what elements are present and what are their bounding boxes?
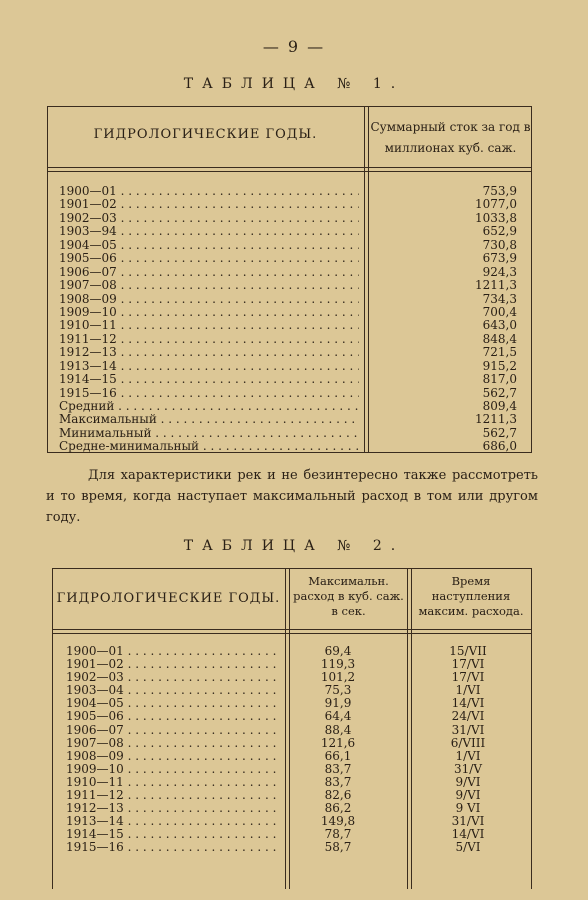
row-value: 1033,8 bbox=[475, 210, 517, 225]
table2 bbox=[52, 568, 532, 889]
row-label: 1911—12 . . . bbox=[66, 789, 280, 802]
row-value: 562,7 bbox=[482, 425, 517, 440]
row-max-discharge: 121,6 bbox=[320, 735, 356, 750]
row-max-time: 31/VI bbox=[451, 722, 485, 737]
table-row bbox=[66, 763, 532, 776]
row-value: 753,9 bbox=[482, 184, 517, 198]
table-row bbox=[66, 724, 532, 737]
table-row bbox=[59, 373, 529, 386]
table-row bbox=[59, 306, 529, 319]
row-max-time: 24/VI bbox=[451, 709, 485, 724]
row-max-discharge: 75,3 bbox=[324, 683, 352, 698]
row-label: 1907—08 . . . bbox=[59, 279, 359, 292]
row-max-time: 31/VI bbox=[451, 814, 485, 829]
table-row bbox=[59, 225, 529, 238]
row-value: 1211,3 bbox=[475, 278, 517, 293]
table-row bbox=[59, 252, 529, 265]
row-label: 1913—14 . . . bbox=[59, 360, 359, 373]
row-label: 1900—01 . . . bbox=[66, 645, 280, 658]
table2-body bbox=[66, 645, 532, 855]
row-label: 1904—05 . . . bbox=[66, 697, 280, 710]
row-label: 1915—16 . . . bbox=[59, 387, 359, 400]
row-max-time: 15/VII bbox=[449, 644, 487, 658]
row-value: 700,4 bbox=[482, 304, 517, 319]
row-label: 1909—10 . . . bbox=[59, 306, 359, 319]
row-label: 1912—13 . . . bbox=[59, 346, 359, 359]
row-max-time: 9/VI bbox=[455, 774, 481, 789]
table1-title: ТАБЛИЦА № 1. bbox=[183, 76, 405, 92]
row-value: 673,9 bbox=[482, 251, 517, 266]
row-value: 817,0 bbox=[482, 372, 517, 387]
table-row bbox=[59, 212, 529, 225]
row-label: 1903—94 . . . bbox=[59, 225, 359, 238]
table1-body bbox=[59, 185, 529, 454]
row-label: Максимальный . . . bbox=[59, 413, 359, 426]
row-label: 1911—12 . . . bbox=[59, 333, 359, 346]
row-max-time: 17/VI bbox=[451, 670, 485, 685]
row-value: 848,4 bbox=[482, 331, 517, 346]
row-label: 1914—15 . . . bbox=[59, 373, 359, 386]
table-row bbox=[59, 319, 529, 332]
row-value: 730,8 bbox=[482, 237, 517, 252]
row-max-time: 31/V bbox=[454, 761, 482, 776]
table-row bbox=[66, 750, 532, 763]
table-row bbox=[59, 346, 529, 359]
table-row bbox=[59, 266, 529, 279]
table-row bbox=[59, 333, 529, 346]
table-row bbox=[59, 293, 529, 306]
row-max-time: 9 VI bbox=[455, 801, 481, 816]
row-value: 562,7 bbox=[482, 385, 517, 400]
table-row bbox=[59, 413, 529, 426]
row-label: 1906—07 . . . bbox=[66, 724, 280, 737]
row-value: 924,3 bbox=[482, 264, 517, 279]
row-value: 809,4 bbox=[482, 399, 517, 413]
row-label: 1908—09 . . . bbox=[59, 293, 359, 306]
table1-col1-header: ГИДРОЛОГИЧЕСКИЕ ГОДЫ. bbox=[93, 127, 318, 142]
row-label: 1913—14 . . . bbox=[66, 815, 280, 828]
row-max-time: 5/VI bbox=[455, 840, 481, 855]
row-value: 643,0 bbox=[482, 318, 517, 333]
row-value: 721,5 bbox=[482, 345, 517, 360]
row-label: 1912—13 . . . bbox=[66, 802, 280, 815]
row-label: 1910—11 . . . bbox=[66, 776, 280, 789]
table-row bbox=[59, 400, 529, 413]
row-label: 1906—07 . . . bbox=[59, 266, 359, 279]
row-max-discharge: 78,7 bbox=[324, 827, 352, 842]
row-max-discharge: 82,6 bbox=[324, 788, 352, 803]
table-row bbox=[59, 440, 529, 453]
row-max-discharge: 119,3 bbox=[320, 657, 356, 672]
table1-col2-header: Суммарный сток за год в миллионах куб. саж. bbox=[370, 120, 531, 155]
row-label: 1907—08 . . . bbox=[66, 737, 280, 750]
row-max-discharge: 88,4 bbox=[324, 722, 352, 737]
row-max-discharge: 86,2 bbox=[324, 801, 352, 816]
row-max-time: 14/VI bbox=[451, 696, 485, 711]
table2-col3-header: Время наступления максим. расхода. bbox=[418, 574, 524, 618]
row-label: 1905—06 . . . bbox=[66, 710, 280, 723]
table-row bbox=[59, 360, 529, 373]
row-max-discharge: 83,7 bbox=[324, 774, 352, 789]
row-label: 1900—01 . . . bbox=[59, 185, 359, 198]
table-row bbox=[66, 841, 532, 854]
row-max-discharge: 64,4 bbox=[324, 709, 352, 724]
row-label: 1901—02 . . . bbox=[66, 658, 280, 671]
row-max-time: 1/VI bbox=[455, 748, 481, 763]
table2-col1-header: ГИДРОЛОГИЧЕСКИЕ ГОДЫ. bbox=[56, 591, 281, 606]
row-max-discharge: 58,7 bbox=[324, 840, 352, 855]
row-label: 1903—04 . . . bbox=[66, 684, 280, 697]
row-max-time: 6/VIII bbox=[450, 735, 486, 750]
row-value: 1211,3 bbox=[475, 412, 517, 427]
row-value: 734,3 bbox=[482, 291, 517, 306]
row-value: 652,9 bbox=[482, 224, 517, 239]
row-label: 1909—10 . . . bbox=[66, 763, 280, 776]
row-label: 1904—05 . . . bbox=[59, 239, 359, 252]
row-label: 1901—02 . . . bbox=[59, 198, 359, 211]
row-label: 1914—15 . . . bbox=[66, 828, 280, 841]
page-number: — 9 — bbox=[262, 37, 326, 56]
table-row bbox=[59, 279, 529, 292]
row-label: 1910—11 . . . bbox=[59, 319, 359, 332]
row-max-time: 17/VI bbox=[451, 657, 485, 672]
row-max-time: 14/VI bbox=[451, 827, 485, 842]
row-label: 1902—03 . . . bbox=[66, 671, 280, 684]
table-row bbox=[59, 198, 529, 211]
body-paragraph: Для характеристики рек и не безинтересно также рассмотреть и то время, когда наступает максимальный расход в том или другом году. bbox=[46, 468, 538, 525]
row-max-time: 1/VI bbox=[455, 683, 481, 698]
row-label: 1908—09 . . . bbox=[66, 750, 280, 763]
table-row bbox=[59, 387, 529, 400]
table1 bbox=[47, 106, 532, 453]
row-max-discharge: 149,8 bbox=[320, 814, 356, 829]
row-value: 915,2 bbox=[482, 358, 517, 373]
table-row bbox=[66, 710, 532, 723]
table-row bbox=[59, 427, 529, 440]
row-label: Средне-минимальный . . . bbox=[59, 440, 359, 453]
table2-title: ТАБЛИЦА № 2. bbox=[183, 538, 405, 554]
row-max-discharge: 69,4 bbox=[324, 644, 352, 658]
row-max-discharge: 83,7 bbox=[324, 761, 352, 776]
table-row bbox=[59, 239, 529, 252]
row-label: 1905—06 . . . bbox=[59, 252, 359, 265]
table2-col2-header: Максимальн. расход в куб. саж. в сек. bbox=[293, 574, 404, 618]
row-value: 686,0 bbox=[482, 439, 517, 454]
row-label: 1915—16 . . . bbox=[66, 841, 280, 854]
table-row bbox=[66, 737, 532, 750]
row-label: 1902—03 . . . bbox=[59, 212, 359, 225]
row-max-discharge: 66,1 bbox=[324, 748, 352, 763]
row-label: Средний . . . bbox=[59, 400, 359, 413]
table-row bbox=[59, 185, 529, 198]
row-label: Минимальный . . . bbox=[59, 427, 359, 440]
row-max-time: 9/VI bbox=[455, 788, 481, 803]
row-max-discharge: 101,2 bbox=[320, 670, 356, 685]
row-value: 1077,0 bbox=[475, 197, 517, 212]
row-max-discharge: 91,9 bbox=[324, 696, 352, 711]
